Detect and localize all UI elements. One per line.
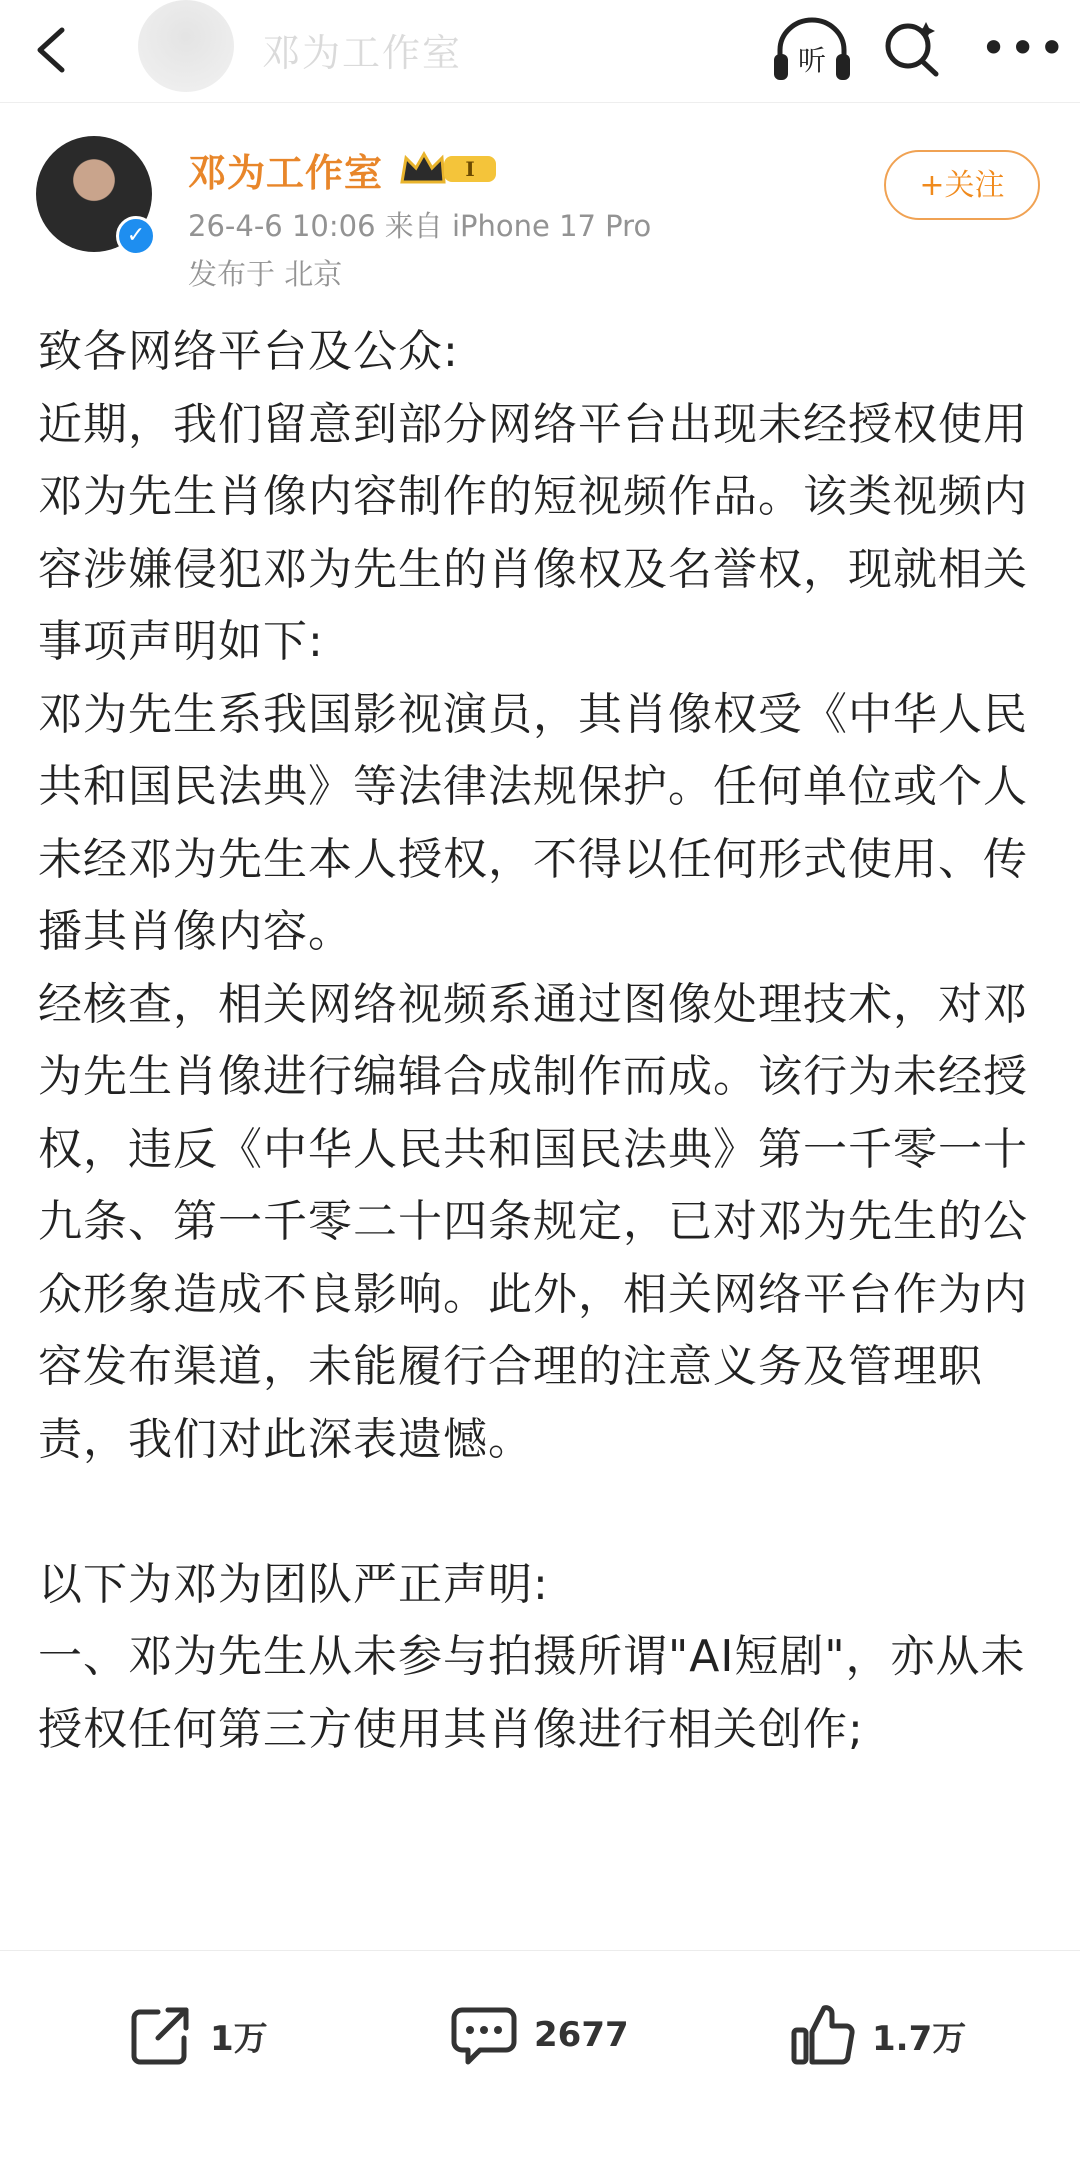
thumbs-up-icon [790,2002,856,2068]
svg-text:听: 听 [797,44,827,77]
post-paragraph: 邓为先生系我国影视演员，其肖像权受《中华人民共和国民法典》等法律法规保护。任何单位或个人未经邓为先生本人授权，不得以任何形式使用、传播其肖像内容。 [38,688,1028,957]
post-content [38,316,1048,1766]
post-time-source: 26-4-6 10:06 来自 iPhone 17 Pro [188,209,652,243]
share-icon [128,2002,194,2068]
top-navigation-bar [0,0,1080,103]
post-paragraph-blank [38,1476,1048,1549]
level-badge-label: I [465,157,475,181]
verified-badge-icon: ✓ [116,216,156,256]
post-paragraph: 经核查，相关网络视频系通过图像处理技术，对邓为先生肖像进行编辑合成制作而成。该行为未经授权，违反《中华人民共和国民法典》第一千零一十九条、第一千零二十四条规定，已对邓为先生的公众形象造成不良影响。此外，相关网络平台作为内容发布渠道，未能履行合理的注意义务及管理职责，我们对此深表遗憾。 [38,978,1028,1465]
like-button[interactable] [790,1999,966,2071]
author-name[interactable]: 邓为工作室 [188,151,384,195]
like-count: 1.7万 [872,2018,967,2059]
post-paragraph: 一、邓为先生从未参与拍摄所谓"AI短剧"，亦从未授权任何第三方使用其肖像进行相关创作; [38,1631,1026,1755]
follow-button[interactable]: +关注 [884,150,1040,220]
share-count: 1万 [210,2018,268,2059]
more-icon[interactable]: ••• [980,21,1068,75]
header-title: 邓为工作室 [262,31,463,75]
comment-icon [450,2002,518,2068]
post-paragraph: 近期，我们留意到部分网络平台出现未经授权使用邓为先生肖像内容制作的短视频作品。该类视频内容涉嫌侵犯邓为先生的肖像权及名誉权，现就相关事项声明如下: [38,398,1028,667]
member-crown-badge-icon [398,148,502,188]
comment-button[interactable] [450,1999,629,2071]
post-paragraph: 致各网络平台及公众: [38,326,459,377]
share-button[interactable] [128,1999,268,2071]
comment-count: 2677 [534,2015,629,2055]
back-arrow-icon[interactable] [24,18,84,82]
search-icon[interactable] [880,12,944,84]
header-avatar [138,0,234,92]
post-location: 发布于 北京 [188,257,343,291]
listen-headphones-icon[interactable] [770,14,854,86]
bottom-action-bar [0,1950,1080,2182]
post-paragraph: 以下为邓为团队严正声明: [38,1558,549,1610]
